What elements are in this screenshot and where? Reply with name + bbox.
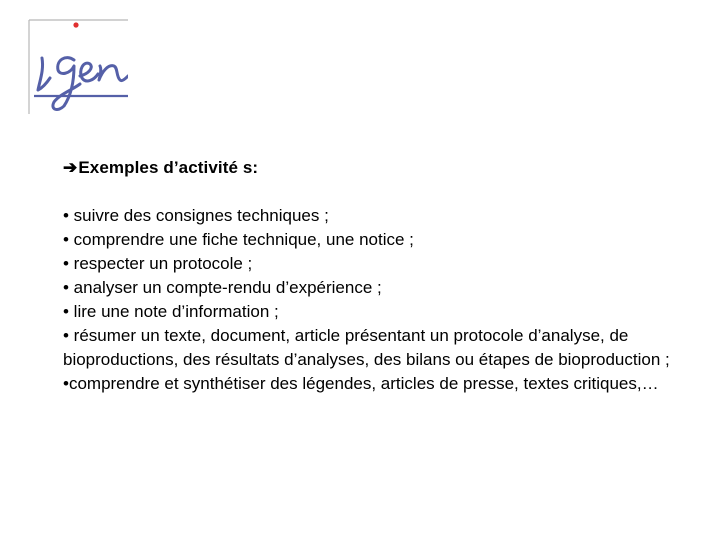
list-item: • respecter un protocole ; xyxy=(63,254,253,273)
igen-logo-icon xyxy=(28,18,128,114)
list-item: • suivre des consignes techniques ; xyxy=(63,206,329,225)
section-heading-text: Exemples d’activité s: xyxy=(78,158,259,177)
activity-list xyxy=(63,204,713,396)
section-heading xyxy=(63,158,258,178)
arrow-right-icon: ➔ xyxy=(63,158,78,177)
list-item: • comprendre une fiche technique, une notice ; xyxy=(63,230,414,249)
list-item: • lire une note d’information ; xyxy=(63,302,279,321)
list-item: • résumer un texte, document, article présentant un protocole d’analyse, de bioproductions, des résultats d’analyses, des bilans ou étapes de bioproduction ; xyxy=(63,326,670,369)
list-item: •comprendre et synthétiser des légendes, articles de presse, textes critiques,… xyxy=(63,374,659,393)
list-item: • analyser un compte-rendu d’expérience ; xyxy=(63,278,382,297)
